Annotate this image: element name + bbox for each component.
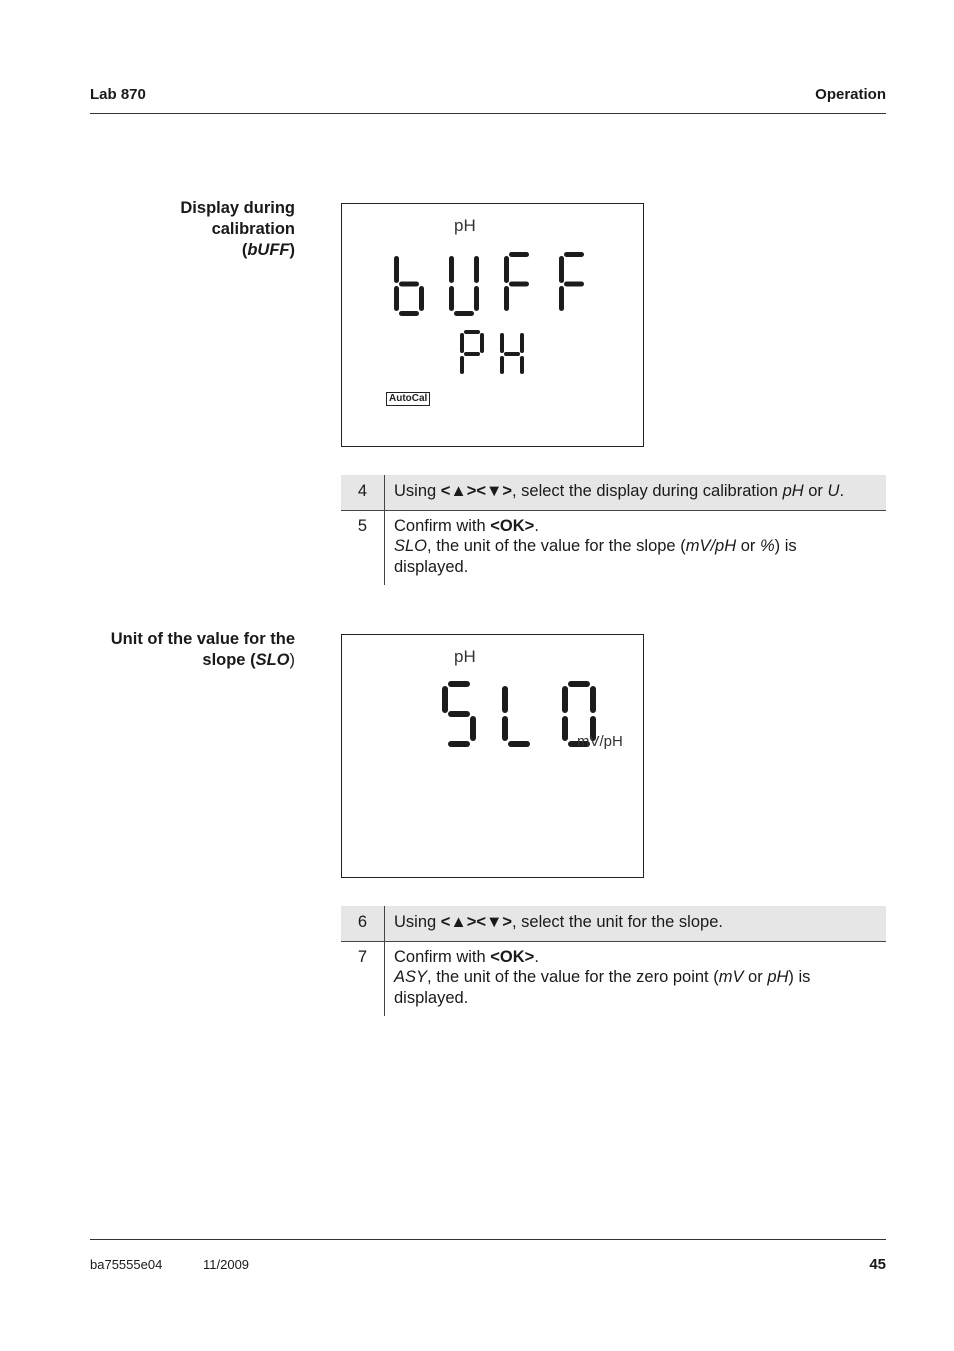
seven-segment-readout-buff (342, 204, 643, 446)
lcd-display-slo (341, 634, 644, 878)
segment-L-d (508, 741, 530, 747)
footer-rule (90, 1239, 886, 1240)
steps-table-2 (341, 906, 886, 1016)
segment-U-b (474, 256, 479, 283)
segment-O-e (562, 716, 568, 741)
lcd-unit-ph: pH (454, 216, 476, 235)
header-rule (90, 113, 886, 114)
step-number: 7 (341, 941, 385, 1016)
seven-segment-readout-slo (342, 635, 643, 877)
segment-U-d (454, 311, 474, 316)
header-section: Operation (815, 86, 886, 103)
segment-F-e (559, 286, 564, 311)
page-number: 45 (869, 1256, 886, 1273)
segment-P-f (460, 333, 464, 353)
segment-b-f (394, 256, 399, 283)
footer-date: 11/2009 (203, 1257, 250, 1272)
lcd-unit-ph: pH (454, 647, 476, 666)
segment-H-g (504, 352, 520, 356)
step-text: Using <▲><▼>, select the unit for the slope. (385, 906, 887, 941)
segment-O-f (562, 686, 568, 713)
segment-F-a (509, 252, 529, 257)
segment-H-e (500, 356, 504, 374)
step-number: 4 (341, 475, 385, 510)
table-row (341, 941, 886, 1016)
step-number: 5 (341, 510, 385, 585)
segment-F-f (559, 256, 564, 283)
segment-S-f (442, 686, 448, 713)
segment-b-g (399, 282, 419, 287)
segment-U-f (449, 256, 454, 283)
main-digits (442, 681, 596, 747)
segment-F-g (564, 282, 584, 287)
segment-F-a (564, 252, 584, 257)
main-digits (394, 252, 584, 316)
section-heading-display-calibration: Display during calibration (bUFF) (180, 199, 295, 259)
segment-O-a (568, 681, 590, 687)
autocal-badge: AutoCal (386, 392, 430, 406)
segment-L-e (502, 716, 508, 741)
table-row (341, 475, 886, 510)
segment-H-c (520, 356, 524, 374)
segment-S-c (470, 716, 476, 741)
segment-S-d (448, 741, 470, 747)
lcd-display-buff (341, 203, 644, 447)
segment-L-f (502, 686, 508, 713)
segment-H-f (500, 333, 504, 353)
segment-S-a (448, 681, 470, 687)
footer-doc-id: ba75555e04 (90, 1257, 163, 1272)
table-row (341, 510, 886, 585)
segment-P-g (464, 352, 480, 356)
segment-b-c (419, 286, 424, 311)
table-row (341, 906, 886, 941)
step-text: Confirm with <OK>. SLO, the unit of the value for the slope (mV/pH or %) is displayed. (394, 516, 797, 576)
sub-digits (460, 330, 524, 374)
segment-F-e (504, 286, 509, 311)
segment-O-b (590, 686, 596, 713)
lcd-unit-mvph: mV/pH (577, 733, 623, 750)
segment-b-d (399, 311, 419, 316)
segment-U-c (474, 286, 479, 311)
header-title: Lab 870 (90, 86, 146, 103)
section-heading-slope-unit: Unit of the value for the slope (SLO) (110, 630, 295, 669)
segment-U-e (449, 286, 454, 311)
segment-P-e (460, 356, 464, 374)
segment-F-f (504, 256, 509, 283)
steps-table-1 (341, 475, 886, 585)
step-text: Using <▲><▼>, select the display during calibration pH or U. (385, 475, 887, 510)
step-text: Confirm with <OK>. ASY, the unit of the value for the zero point (mV or pH) is displayed. (394, 947, 811, 1007)
segment-P-b (480, 333, 484, 353)
segment-P-a (464, 330, 480, 334)
segment-S-g (448, 711, 470, 717)
segment-b-e (394, 286, 399, 311)
segment-H-b (520, 333, 524, 353)
step-number: 6 (341, 906, 385, 941)
segment-F-g (509, 282, 529, 287)
